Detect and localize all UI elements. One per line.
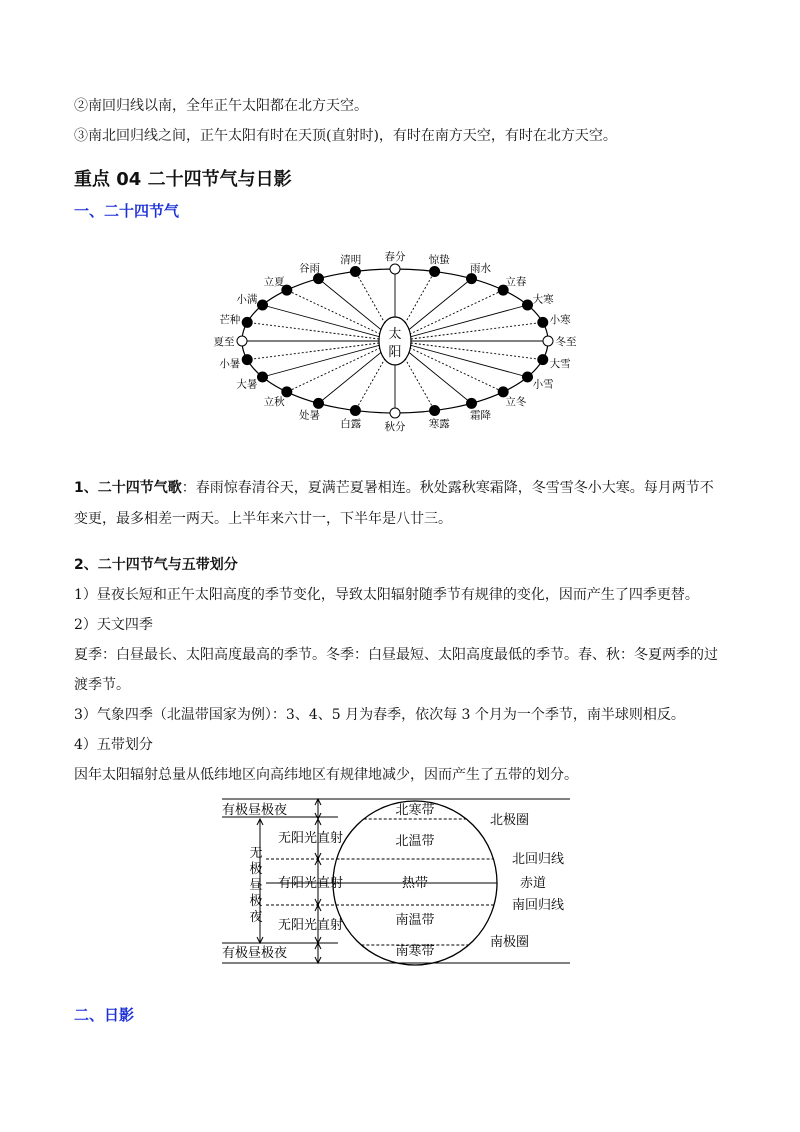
no-polar-char: 昼	[249, 878, 263, 893]
zone-band-label: 北寒带	[395, 803, 435, 818]
term-label: 春分	[384, 251, 406, 263]
term-ray	[262, 341, 395, 377]
term-label: 白露	[340, 418, 362, 431]
term-dot	[314, 274, 324, 284]
term-dot	[430, 406, 440, 416]
term-label: 夏至	[213, 336, 235, 348]
no-direct-sun-upper: 无阳光直射	[278, 831, 344, 846]
term-ray	[395, 290, 503, 341]
sun-label-1: 太	[388, 327, 402, 342]
term-label: 谷雨	[299, 262, 320, 275]
term-dot	[538, 317, 548, 327]
term-ray	[395, 341, 528, 377]
transition-text: 渡季节。	[74, 677, 130, 693]
term-dot	[467, 398, 477, 408]
song-paragraph-2: 变更，最多相差一两天。上半年来六廿一，下半年是八廿三。	[74, 511, 452, 527]
subheading-solar-terms: 一、二十四节气	[74, 202, 180, 220]
term-label: 惊蛰	[428, 253, 450, 266]
term-ray	[287, 290, 395, 341]
no-polar-char: 极	[249, 894, 263, 909]
term-ray	[247, 322, 395, 341]
term-label: 大暑	[236, 378, 258, 391]
term-dot	[390, 264, 400, 274]
term-dot	[257, 372, 267, 382]
term-label: 小寒	[549, 314, 571, 327]
term-dot	[538, 355, 548, 365]
term-ray	[247, 341, 395, 360]
zone-band-label: 南寒带	[395, 944, 435, 959]
zone-band-label: 热带	[401, 876, 429, 891]
five-zones-text: 因年太阳辐射总量从低纬地区向高纬地区有规律地减少，因而产生了五带的划分。	[74, 767, 578, 783]
term-dot	[523, 300, 533, 310]
song-paragraph	[74, 478, 714, 498]
no-polar-char: 极	[249, 862, 263, 877]
term-label: 立春	[505, 275, 527, 288]
zone-band-label: 北温带	[395, 834, 435, 849]
term-label: 清明	[340, 253, 362, 266]
term-dot	[242, 355, 252, 365]
term-label: 大寒	[532, 293, 554, 306]
latitude-line-label: 北极圈	[490, 813, 530, 828]
sun-label-2: 阳	[388, 345, 402, 360]
term-label: 立冬	[505, 396, 527, 409]
term-dot	[430, 266, 440, 276]
term-label: 冬至	[555, 336, 577, 348]
direct-sun-label: 有阳光直射	[278, 876, 344, 891]
latitude-line-label: 赤道	[520, 876, 547, 891]
term-label: 秋分	[384, 421, 406, 433]
section-heading: 重点 04 二十四节气与日影	[74, 169, 292, 190]
term-ray	[395, 305, 528, 341]
term-dot	[523, 372, 533, 382]
term-label: 大雪	[549, 357, 571, 370]
section-2-title: 2、二十四节气与五带划分	[74, 557, 238, 573]
no-polar-char: 无	[249, 846, 263, 861]
term-dot	[467, 274, 477, 284]
term-label: 寒露	[428, 418, 450, 431]
term-label: 立秋	[263, 396, 285, 409]
term-label: 立夏	[263, 275, 285, 288]
term-dot	[242, 317, 252, 327]
polar-label-bottom: 有极昼极夜	[222, 946, 288, 961]
term-label: 小暑	[219, 357, 241, 370]
term-ray	[395, 341, 543, 360]
solar-terms-diagram	[210, 238, 590, 438]
term-label: 雨水	[470, 262, 491, 275]
term-dot	[257, 300, 267, 310]
subheading-sun-shadow: 二、日影	[74, 1006, 135, 1024]
term-label: 小雪	[532, 378, 554, 391]
term-ray	[287, 341, 395, 392]
no-polar-char: 夜	[249, 910, 263, 925]
song-text: ：春雨惊春清谷天，夏满芒夏暑相连。秋处露秋寒霜降，冬雪雪冬小大寒。每月两节不	[181, 480, 714, 496]
term-label: 处暑	[299, 409, 320, 422]
term-label: 霜降	[470, 409, 491, 422]
paragraph-between-tropics: ③南北回归线之间，正午太阳有时在天顶(直射时)，有时在南方天空，有时在北方天空。	[74, 128, 617, 144]
summer-winter-text: 夏季：白昼最长、太阳高度最高的季节。冬季：白昼最短、太阳高度最低的季节。春、秋：冬夏两季的过	[74, 647, 718, 663]
latitude-line-label: 南极圈	[490, 935, 530, 950]
item-3: 3）气象四季（北温带国家为例）：3、4、5 月为春季，依次每 3 个月为一个季节，南半球则相反。	[74, 707, 685, 723]
item-1: 1）昼夜长短和正午太阳高度的季节变化，导致太阳辐射随季节有规律的变化，因而产生了四季更替。	[74, 587, 699, 603]
term-label: 芒种	[219, 314, 241, 327]
term-dot	[350, 266, 360, 276]
term-dot	[390, 408, 400, 418]
latitude-line-label: 南回归线	[512, 898, 565, 913]
zone-band-label: 南温带	[395, 913, 435, 928]
item-4: 4）五带划分	[74, 737, 153, 753]
item-2: 2）天文四季	[74, 617, 153, 633]
term-dot	[314, 398, 324, 408]
latitude-line-label: 北回归线	[512, 852, 565, 867]
term-dot	[237, 336, 247, 346]
term-ray	[395, 322, 543, 341]
term-label: 小满	[236, 293, 258, 306]
term-ray	[395, 341, 503, 392]
song-label: 1、二十四节气歌	[74, 480, 182, 496]
no-direct-sun-lower: 无阳光直射	[278, 918, 344, 933]
term-dot	[350, 406, 360, 416]
term-dot	[543, 336, 553, 346]
paragraph-south-tropic: ②南回归线以南，全年正午太阳都在北方天空。	[74, 98, 368, 114]
term-ray	[262, 305, 395, 341]
polar-label-top: 有极昼极夜	[222, 803, 288, 818]
five-zones-diagram	[218, 795, 578, 967]
